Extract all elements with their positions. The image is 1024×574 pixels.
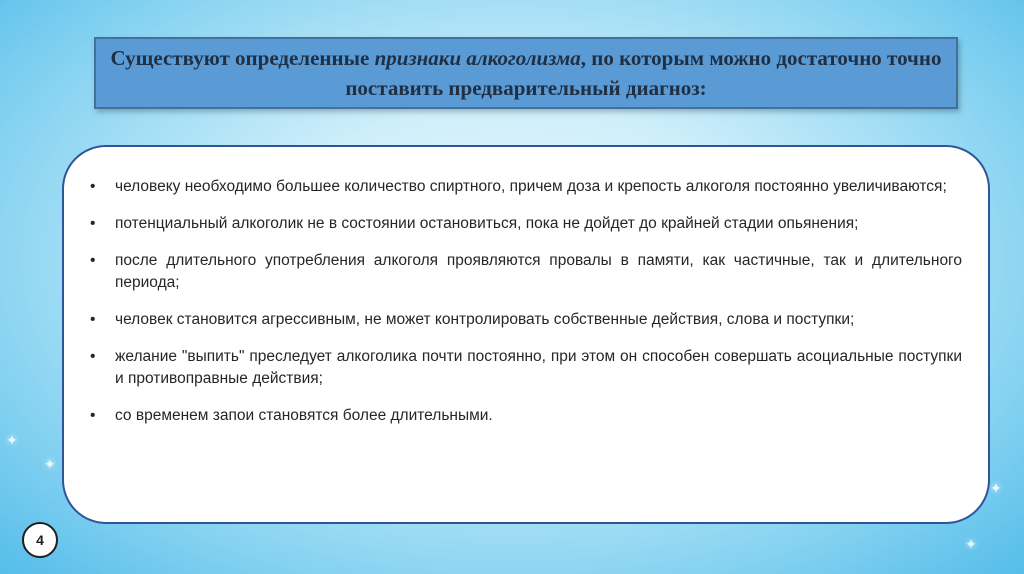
bullet-icon: • — [90, 407, 96, 424]
bullet-icon: • — [90, 178, 96, 195]
list-item — [88, 176, 962, 198]
bullet-list — [64, 147, 988, 427]
title-emphasis: признаки алкоголизма — [374, 46, 581, 70]
list-item — [88, 213, 962, 235]
list-item — [88, 346, 962, 390]
title-part-1: Существуют определенные — [110, 46, 375, 70]
list-item-text: со временем запои становятся более длительными. — [115, 407, 493, 424]
sparkle-icon: ✦ — [6, 432, 18, 448]
title-box — [94, 37, 958, 109]
list-item-text: потенциальный алкоголик не в состоянии остановиться, пока не дойдет до крайней стадии опьянения; — [115, 215, 859, 232]
content-box — [62, 145, 990, 524]
slide-title — [96, 43, 956, 103]
sparkle-icon: ✦ — [965, 536, 977, 552]
bullet-icon: • — [90, 252, 96, 269]
list-item — [88, 405, 962, 427]
sparkle-icon: ✦ — [990, 480, 1002, 496]
bullet-icon: • — [90, 311, 96, 328]
list-item-text: желание "выпить" преследует алкоголика почти постоянно, при этом он способен совершать асоциальные поступки и противоправные действия; — [115, 348, 962, 387]
list-item-text: после длительного употребления алкоголя проявляются провалы в памяти, как частичные, так и длительного периода; — [115, 252, 962, 291]
page-number: 4 — [22, 522, 58, 558]
sparkle-icon: ✦ — [44, 456, 56, 472]
title-part-2: , по которым можно достаточно точно поставить предварительный диагноз: — [345, 46, 942, 100]
list-item — [88, 309, 962, 331]
list-item-text: человек становится агрессивным, не может контролировать собственные действия, слова и поступки; — [115, 311, 855, 328]
list-item — [88, 250, 962, 294]
bullet-icon: • — [90, 215, 96, 232]
list-item-text: человеку необходимо большее количество спиртного, причем доза и крепость алкоголя постоянно увеличиваются; — [115, 178, 947, 195]
bullet-icon: • — [90, 348, 96, 365]
